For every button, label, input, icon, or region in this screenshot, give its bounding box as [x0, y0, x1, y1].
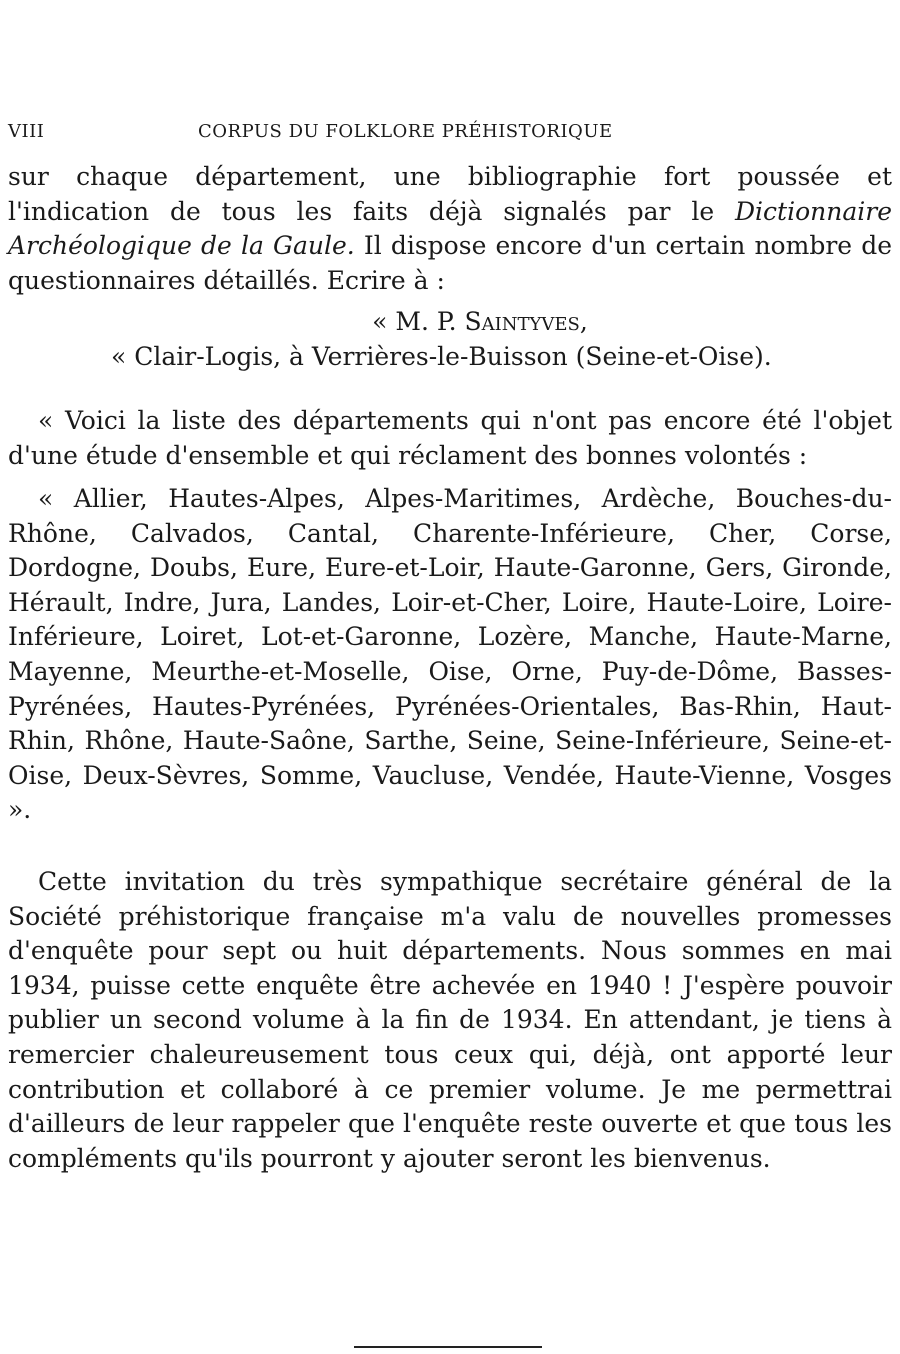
running-title: CORPUS DU FOLKLORE PRÉHISTORIQUE: [198, 121, 613, 142]
paragraph1-italic-title: Dictionnaire Archéologique de la Gaule.: [8, 196, 892, 261]
address-name-prefix: « M. P.: [372, 307, 465, 336]
paragraph1-text-a: sur chaque département, une bibliographie fort poussée et l'indication de tous les faits déjà signalés par le: [8, 162, 892, 226]
address-name-line: [8, 305, 892, 340]
paragraph-continuation: [8, 160, 892, 298]
page-number: VIII: [8, 121, 45, 142]
paragraph4-text: Cette invitation du très sympathique secrétaire général de la Société préhistorique française m'a valu de nouvelles promesses d'enquête pour sept ou huit départements. Nous sommes en mai 1934, puisse cette enquête être achevée en 1940 ! J'espère pouvoir publier un second volume à la fin de 1934. En attendant, je tiens à remercier chaleureusement tous ceux qui, déjà, ont apporté leur contribution et collaboré à ce premier volume. Je me permettrai d'ailleurs de leur rappeler que l'enquête reste ouverte et que tous les compléments qu'ils pourront y ajouter seront les bienvenus.: [8, 867, 892, 1173]
address-block: [8, 305, 892, 374]
address-place-line: « Clair-Logis, à Verrières-le-Buisson (Seine-et-Oise).: [111, 341, 772, 371]
paragraph2-text: « Voici la liste des départements qui n'ont pas encore été l'objet d'une étude d'ensemble et qui réclament des bonnes volontés :: [8, 406, 892, 470]
paragraph3-text: « Allier, Hautes-Alpes, Alpes-Maritimes, Ardèche, Bouches-du-Rhône, Calvados, Cantal, Charente-Inférieure, Cher, Corse, Dordogne, Doubs, Eure, Eure-et-Loir, Haute-Garonne, Gers, Gironde, Hérault, Indre, Jura, Landes, Loir-et-Cher, Loire, Haute-Loire, Loire-Inférieure, Loiret, Lot-et-Garonne, Lozère, Manche, Haute-Marne, Mayenne, Meurthe-et-Moselle, Oise, Orne, Puy-de-Dôme, Basses-Pyrénées, Hautes-Pyrénées, Pyrénées-Orientales, Bas-Rhin, Haut-Rhin, Rhône, Haute-Saône, Sarthe, Seine, Seine-Inférieure, Seine-et-Oise, Deux-Sèvres, Somme, Vaucluse, Vendée, Haute-Vienne, Vosges ».: [8, 484, 892, 825]
paragraph-closing: [8, 865, 892, 1176]
paragraph1-text-b: Il dispose encore d'un certain nombre de questionnaires détaillés. Ecrire à :: [8, 231, 892, 295]
address-name: Saintyves,: [464, 307, 588, 336]
paragraph-department-intro: [8, 404, 892, 473]
paragraph-department-list: [8, 482, 892, 828]
footer-rule: [354, 1346, 542, 1348]
